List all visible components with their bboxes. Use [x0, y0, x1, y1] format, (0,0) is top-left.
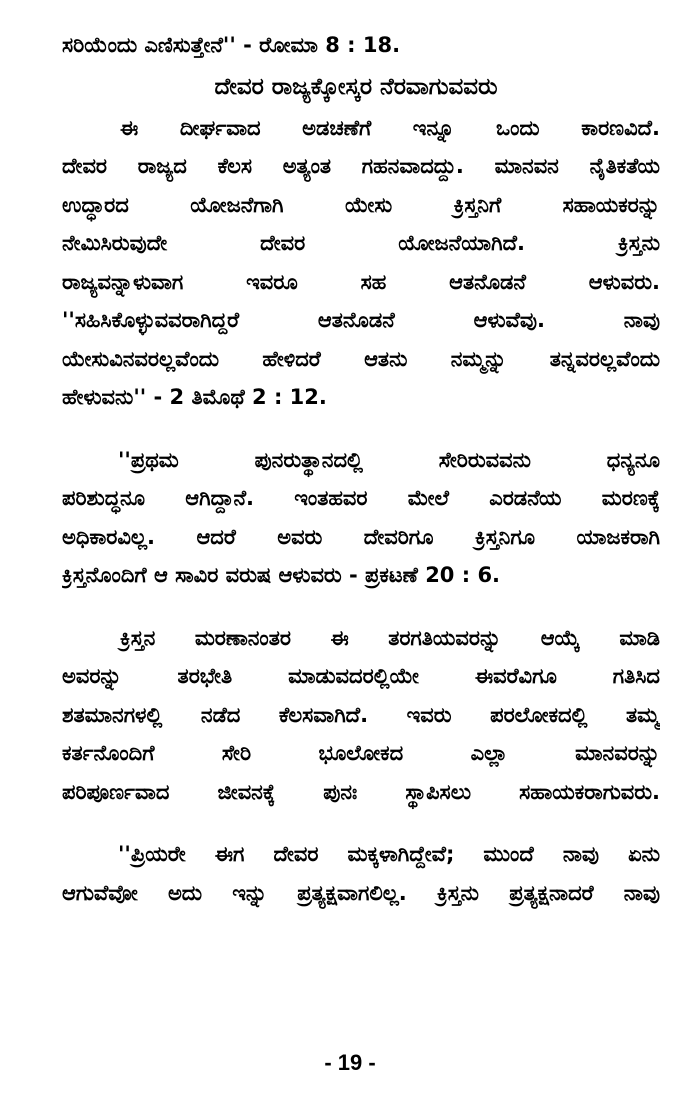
paragraph-spacer — [62, 595, 660, 619]
text-line: ಅವರನ್ನು ತರಭೇತಿ ಮಾಡುವದರಲ್ಲಿಯೇ ಈವರೆವಿಗೂ ಗತಿಸಿದ — [62, 664, 660, 688]
text-line: ''ಪ್ರಥಮ ಪುನರುತ್ಥಾನದಲ್ಲಿ ಸೇರಿರುವವನು ಧನ್ಯನೂ — [118, 447, 660, 472]
page-number: - 19 - — [324, 1050, 376, 1075]
text-line: ದೇವರ ರಾಜ್ಯದ ಕೆಲಸ ಅತ್ಯಂತ ಗಹನವಾದದ್ದು. ಮಾನವನ ನೈತಿಕತೆಯ — [62, 154, 660, 178]
text-line: ಈ ದೀರ್ಘವಾದ ಅಡಚಣೆಗೆ ಇನ್ನೂ ಒಂದು ಕಾರಣವಿದೆ. — [120, 115, 660, 140]
text-line: ಕ್ರಿಸ್ತನೊಂದಿಗೆ ಆ ಸಾವಿರ ವರುಷ ಆಳುವರು - ಪ್ರಕಟಣೆ 20 : 6. — [62, 563, 501, 587]
text-line: ಪರಿಪೂರ್ಣವಾದ ಜೀವನಕ್ಕೆ ಪುನಃ ಸ್ಥಾಪಿಸಲು ಸಹಾಯಕರಾಗುವರು. — [62, 779, 660, 804]
continuation-line: ಸರಿಯೆಂದು ಎಣಿಸುತ್ತೇನೆ'' - ರೋಮಾ 8 : 18. — [62, 33, 401, 57]
text-line: ಶತಮಾನಗಳಲ್ಲಿ ನಡೆದ ಕೆಲಸವಾಗಿದೆ. ಇವರು ಪರಲೋಕದಲ್ಲಿ ತಮ್ಮ — [62, 702, 660, 727]
text-line: ರಾಜ್ಯವನ್ನಾಳುವಾಗ ಇವರೂ ಸಹ ಆತನೊಡನೆ ಆಳುವರು. — [62, 269, 660, 294]
text-line: ಅಧಿಕಾರವಿಲ್ಲ. ಆದರೆ ಅವರು ದೇವರಿಗೂ ಕ್ರಿಸ್ತನಿಗೂ ಯಾಜಕರಾಗಿ — [62, 524, 660, 549]
paragraph-2 — [62, 441, 660, 595]
text-line: ''ಪ್ರಿಯರೇ ಈಗ ದೇವರ ಮಕ್ಕಳಾಗಿದ್ದೇವೆ; ಮುಂದೆ ನಾವು ಏನು — [118, 842, 660, 866]
paragraph-3 — [62, 619, 660, 812]
text-line: ಹೇಳುವನು'' - 2 ತಿಮೊಥೆ 2 : 12. — [62, 385, 327, 409]
text-line: ನೇಮಿಸಿರುವುದೇ ದೇವರ ಯೋಜನೆಯಾಗಿದೆ. ಕ್ರಿಸ್ತನು — [62, 231, 660, 255]
text-line: ಯೇಸುವಿನವರಲ್ಲವೆಂದು ಹೇಳಿದರೆ ಆತನು ನಮ್ಮನ್ನು ತನ್ನವರಲ್ಲವೆಂದು — [62, 346, 660, 371]
text-line: ಕರ್ತನೊಂದಿಗೆ ಸೇರಿ ಭೂಲೋಕದ ಎಲ್ಲಾ ಮಾನವರನ್ನು — [62, 741, 660, 765]
text-line: ಪರಿಶುದ್ಧನೂ ಆಗಿದ್ದಾನೆ. ಇಂತಹವರ ಮೇಲೆ ಎರಡನೆಯ ಮರಣಕ್ಕೆ — [62, 486, 660, 510]
text-line: ಉದ್ಧಾರದ ಯೋಜನೆಗಾಗಿ ಯೇಸು ಕ್ರಿಸ್ತನಿಗೆ ಸಹಾಯಕರನ್ನು — [62, 192, 660, 217]
text-line: ''ಸಹಿಸಿಕೊಳ್ಳುವವರಾಗಿದ್ದರೆ ಆತನೊಡನೆ ಆಳುವೆವು. ನಾವು — [62, 308, 660, 332]
paragraph-spacer — [62, 417, 660, 441]
paragraph-1 — [62, 109, 660, 417]
paragraph-4 — [62, 835, 660, 912]
paragraph-spacer — [62, 811, 660, 835]
section-heading: ದೇವರ ರಾಜ್ಯಕ್ಕೋಸ್ಕರ ನೆರವಾಗುವವರು — [214, 73, 498, 100]
text-line: ಆಗುವೆವೋ ಅದು ಇನ್ನು ಪ್ರತ್ಯಕ್ಷವಾಗಲಿಲ್ಲ. ಕ್ರಿಸ್ತನು ಪ್ರತ್ಯಕ್ಷನಾದರೆ ನಾವು — [62, 880, 660, 905]
text-line: ಕ್ರಿಸ್ತನ ಮರಣಾನಂತರ ಈ ತರಗತಿಯವರನ್ನು ಆಯ್ಕೆ ಮಾಡಿ — [120, 625, 660, 650]
